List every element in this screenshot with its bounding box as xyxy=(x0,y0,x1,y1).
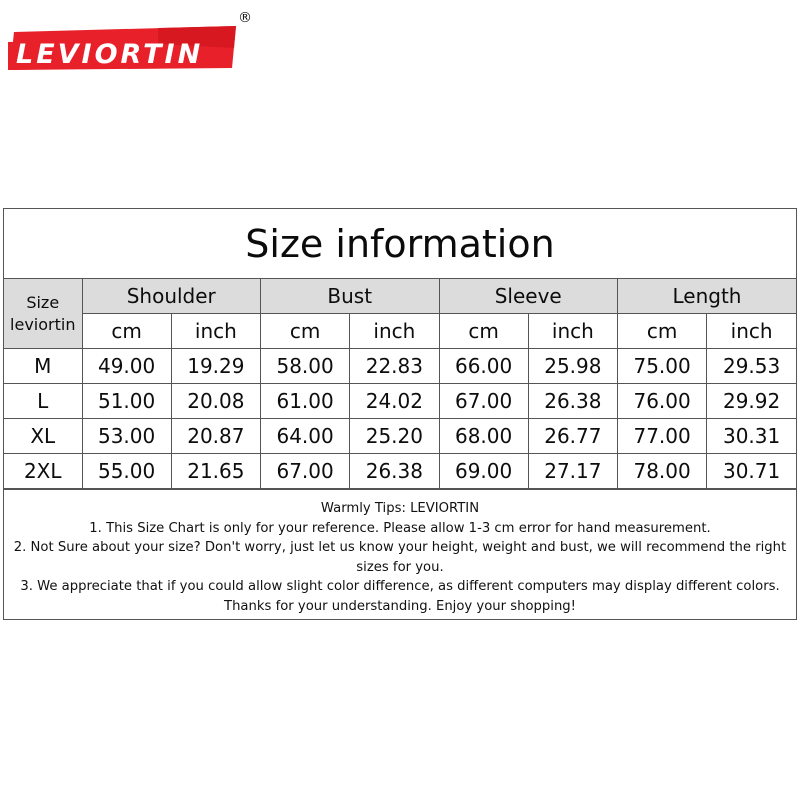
unit-header: inch xyxy=(707,314,796,349)
size-chart-title: Size information xyxy=(4,209,796,279)
unit-header: inch xyxy=(171,314,260,349)
value-cell: 19.29 xyxy=(171,349,260,384)
size-cell: 2XL xyxy=(4,454,82,489)
tips-heading: Warmly Tips: LEVIORTIN xyxy=(320,501,480,516)
value-cell: 68.00 xyxy=(439,419,528,454)
value-cell: 49.00 xyxy=(82,349,171,384)
value-cell: 58.00 xyxy=(261,349,350,384)
value-cell: 76.00 xyxy=(618,384,707,419)
value-cell: 21.65 xyxy=(171,454,260,489)
value-cell: 29.92 xyxy=(707,384,796,419)
value-cell: 53.00 xyxy=(82,419,171,454)
value-cell: 30.71 xyxy=(707,454,796,489)
value-cell: 67.00 xyxy=(439,384,528,419)
value-cell: 61.00 xyxy=(261,384,350,419)
size-cell: XL xyxy=(4,419,82,454)
unit-header: inch xyxy=(350,314,439,349)
size-cell: M xyxy=(4,349,82,384)
table-row xyxy=(4,384,796,419)
value-cell: 25.98 xyxy=(528,349,617,384)
unit-header: cm xyxy=(618,314,707,349)
table-header-groups xyxy=(4,279,796,314)
group-header-bust: Bust xyxy=(261,279,440,314)
size-header-line-2: leviortin xyxy=(10,314,76,334)
table-row xyxy=(4,349,796,384)
value-cell: 26.38 xyxy=(528,384,617,419)
value-cell: 25.20 xyxy=(350,419,439,454)
tips-line: 3. We appreciate that if you could allow slight color difference, as different computers may display different colors. xyxy=(20,579,780,594)
registered-mark: ® xyxy=(238,10,252,26)
value-cell: 26.77 xyxy=(528,419,617,454)
table-row xyxy=(4,419,796,454)
value-cell: 66.00 xyxy=(439,349,528,384)
value-cell: 30.31 xyxy=(707,419,796,454)
group-header-sleeve: Sleeve xyxy=(439,279,618,314)
value-cell: 64.00 xyxy=(261,419,350,454)
unit-header: cm xyxy=(82,314,171,349)
value-cell: 75.00 xyxy=(618,349,707,384)
table-header-units xyxy=(4,314,796,349)
value-cell: 27.17 xyxy=(528,454,617,489)
size-cell: L xyxy=(4,384,82,419)
logo-wordmark: LEVIORTIN xyxy=(16,39,204,70)
value-cell: 20.87 xyxy=(171,419,260,454)
value-cell: 20.08 xyxy=(171,384,260,419)
value-cell: 29.53 xyxy=(707,349,796,384)
value-cell: 78.00 xyxy=(618,454,707,489)
tips-section xyxy=(4,489,796,616)
unit-header: inch xyxy=(528,314,617,349)
unit-header: cm xyxy=(261,314,350,349)
size-chart xyxy=(3,208,797,620)
value-cell: 67.00 xyxy=(261,454,350,489)
brand-logo xyxy=(8,10,252,78)
table-row xyxy=(4,454,796,489)
size-table xyxy=(4,279,796,489)
size-column-header xyxy=(4,279,82,349)
value-cell: 77.00 xyxy=(618,419,707,454)
value-cell: 69.00 xyxy=(439,454,528,489)
value-cell: 24.02 xyxy=(350,384,439,419)
value-cell: 22.83 xyxy=(350,349,439,384)
group-header-length: Length xyxy=(618,279,797,314)
unit-header: cm xyxy=(439,314,528,349)
tips-line: 1. This Size Chart is only for your reference. Please allow 1-3 cm error for hand measurement. xyxy=(89,520,711,536)
tips-line: 2. Not Sure about your size? Don't worry, just let us know your height, weight and bust, we will recommend the right sizes for you. xyxy=(13,540,787,575)
size-header-line-1: Size xyxy=(26,292,60,312)
value-cell: 55.00 xyxy=(82,454,171,489)
logo-graphic xyxy=(8,18,248,78)
group-header-shoulder: Shoulder xyxy=(82,279,261,314)
value-cell: 26.38 xyxy=(350,454,439,489)
tips-line: Thanks for your understanding. Enjoy your shopping! xyxy=(224,598,576,614)
value-cell: 51.00 xyxy=(82,384,171,419)
